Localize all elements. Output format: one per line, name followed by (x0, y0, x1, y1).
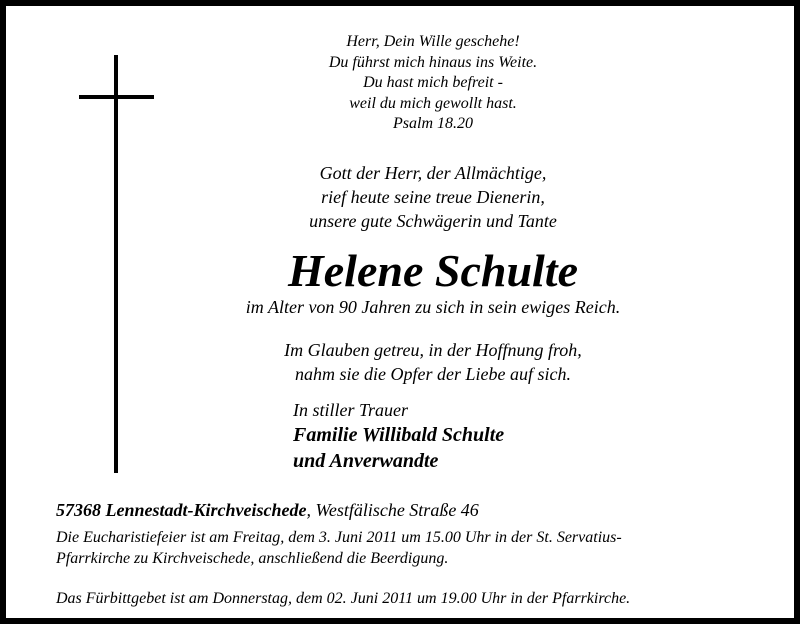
verse-line: weil du mich gewollt hast. (349, 94, 517, 112)
intro-line: Gott der Herr, der Allmächtige, (319, 163, 547, 183)
intro-line: unsere gute Schwägerin und Tante (309, 211, 557, 231)
mourners-family-line: Familie Willibald Schulte (293, 424, 505, 446)
cross-horizontal-bar (79, 95, 154, 99)
cross-vertical-bar (114, 55, 118, 473)
mourners-block (293, 399, 693, 474)
mourners-relatives-line: und Anverwandte (293, 450, 439, 472)
psalm-verse (156, 32, 710, 135)
address-city: 57368 Lennestadt-Kirchveischede (56, 500, 307, 520)
mass-line: Die Eucharistiefeier ist am Freitag, dem 3. Juni 2011 um 15.00 Uhr in der St. Servatius- (56, 529, 622, 546)
verse-line: Du führst mich hinaus ins Weite. (328, 53, 538, 71)
mourners-label: In stiller Trauer (293, 400, 409, 420)
mass-line: Pfarrkirche zu Kirchveischede, anschließend die Beerdigung. (56, 550, 449, 567)
verse-line: Herr, Dein Wille geschehe! (346, 33, 520, 50)
faith-line: nahm sie die Opfer der Liebe auf sich. (295, 364, 571, 384)
deceased-name: Helene Schulte (287, 245, 579, 296)
address-street: , Westfälische Straße 46 (306, 500, 479, 520)
intro-line: rief heute seine treue Dienerin, (321, 187, 545, 207)
prayer-announcement: Das Fürbittgebet ist am Donnerstag, dem 02. Juni 2011 um 19.00 Uhr in der Pfarrkirche. (56, 590, 631, 607)
intro-text (156, 161, 710, 233)
mass-announcement (56, 527, 776, 569)
faith-text (156, 338, 710, 386)
verse-line: Du hast mich befreit - (363, 74, 503, 91)
faith-line: Im Glauben getreu, in der Hoffnung froh, (284, 340, 582, 360)
verse-reference: Psalm 18.20 (393, 115, 473, 132)
family-address (56, 498, 776, 522)
deceased-age-line: im Alter von 90 Jahren zu sich in sein ewiges Reich. (245, 297, 621, 317)
